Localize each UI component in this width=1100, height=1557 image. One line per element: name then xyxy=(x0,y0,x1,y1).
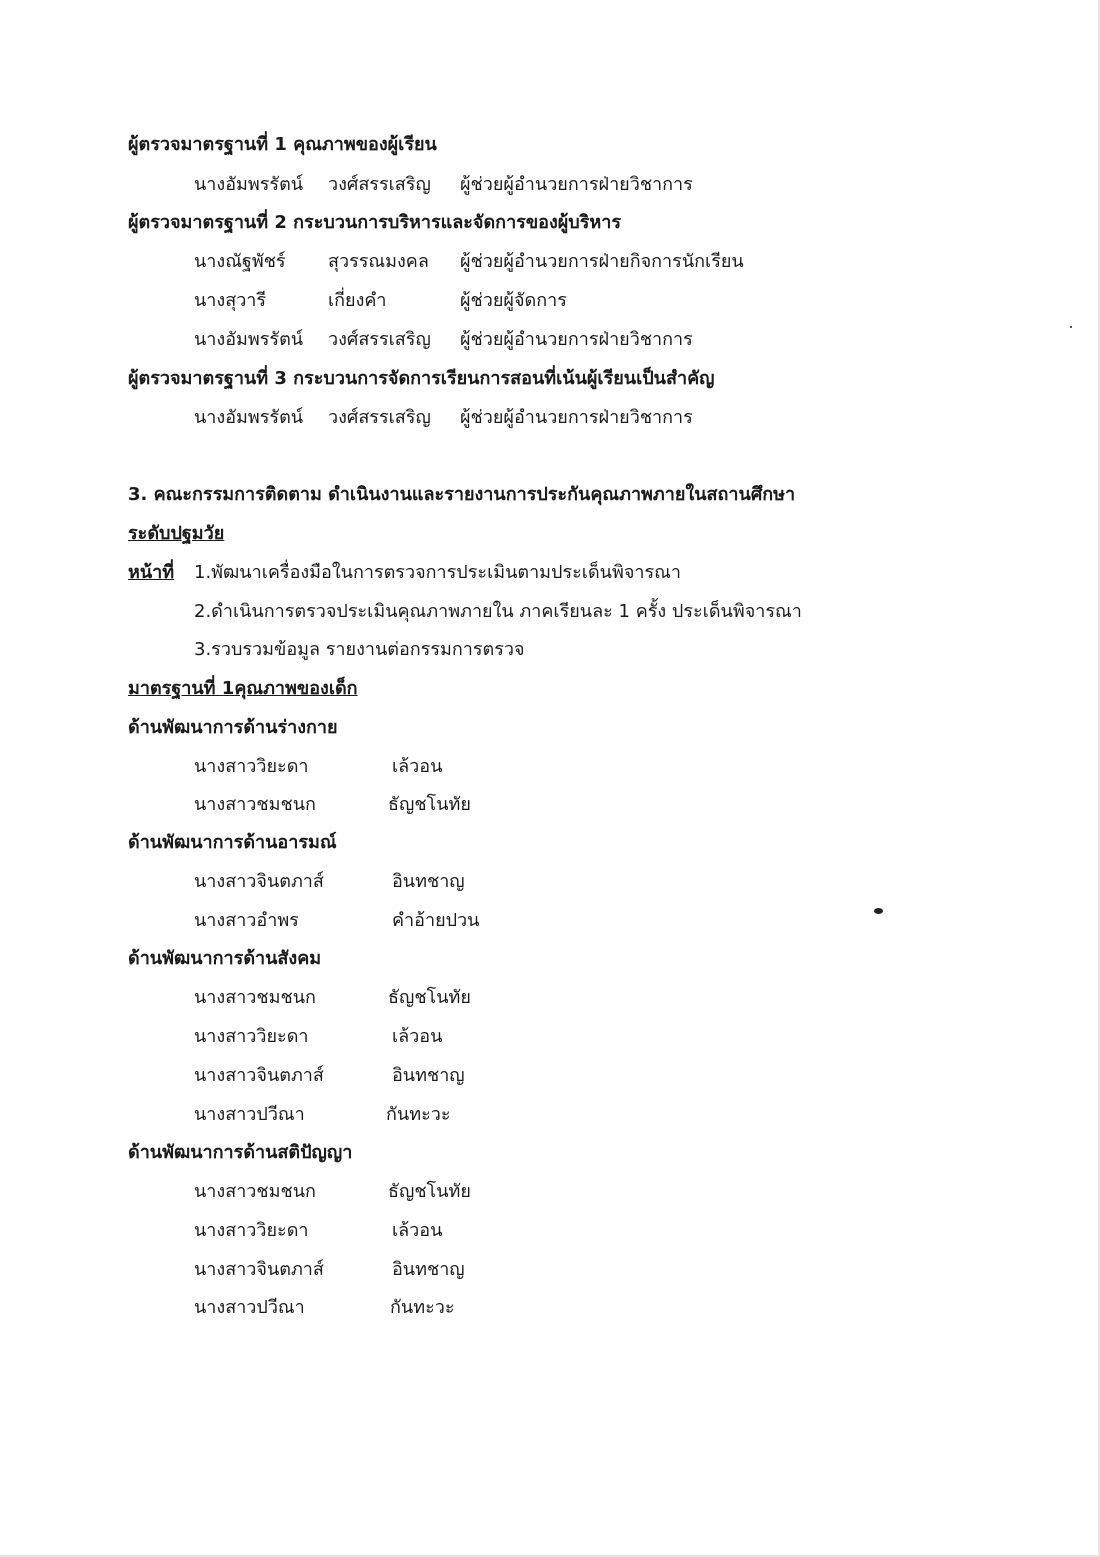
standard-heading: มาตรฐานที่ 1คุณภาพของเด็ก xyxy=(128,678,358,699)
examiner-role: ผู้ช่วยผู้อำนวยการฝ่ายกิจการนักเรียน xyxy=(460,251,744,272)
member-surname: เล้วอน xyxy=(392,756,443,777)
examiner-surname: วงศ์สรรเสริญ xyxy=(328,407,431,428)
member-name: นางสาวปวีณา xyxy=(194,1104,305,1125)
examiner-name: นางณัฐพัชร์ xyxy=(194,251,286,272)
member-name: นางสาวชมชนก xyxy=(194,794,316,815)
examiner-role: ผู้ช่วยผู้จัดการ xyxy=(460,290,567,311)
examiner-name: นางสุวารี xyxy=(194,290,267,311)
member-name: นางสาวชมชนก xyxy=(194,1181,316,1202)
physical-heading: ด้านพัฒนาการด้านร่างกาย xyxy=(128,717,338,738)
intellectual-heading: ด้านพัฒนาการด้านสติปัญญา xyxy=(128,1142,353,1163)
member-surname: ธัญชโนทัย xyxy=(388,987,471,1008)
scan-speck xyxy=(1070,326,1072,328)
examiner-name: นางอัมพรรัตน์ xyxy=(194,407,304,428)
member-surname: ธัญชโนทัย xyxy=(388,794,471,815)
member-name: นางสาวปวีณา xyxy=(194,1297,305,1318)
member-surname: เล้วอน xyxy=(392,1220,443,1241)
examiner-name: นางอัมพรรัตน์ xyxy=(194,174,304,195)
member-surname: กันทะวะ xyxy=(386,1104,451,1125)
examiner-surname: เกี่ยงคำ xyxy=(328,290,387,311)
member-surname: อินทชาญ xyxy=(392,1065,465,1086)
member-name: นางสาวจินตภาส์ xyxy=(194,871,324,892)
member-name: นางสาววิยะดา xyxy=(194,756,309,777)
examiner-role: ผู้ช่วยผู้อำนวยการฝ่ายวิชาการ xyxy=(460,407,693,428)
member-surname: อินทชาญ xyxy=(392,871,465,892)
duty-item: 2.ดำเนินการตรวจประเมินคุณภาพภายใน ภาคเรียนละ 1 ครั้ง ประเด็นพิจารณา xyxy=(194,601,802,622)
examiner-surname: สุวรรณมงคล xyxy=(328,251,429,272)
examiner-role: ผู้ช่วยผู้อำนวยการฝ่ายวิชาการ xyxy=(460,174,693,195)
emotional-heading: ด้านพัฒนาการด้านอารมณ์ xyxy=(128,832,337,853)
member-name: นางสาววิยะดา xyxy=(194,1220,309,1241)
standard-1-heading: ผู้ตรวจมาตรฐานที่ 1 คุณภาพของผู้เรียน xyxy=(128,134,437,155)
member-name: นางสาวชมชนก xyxy=(194,987,316,1008)
duty-label: หน้าที่ xyxy=(128,562,175,583)
examiner-role: ผู้ช่วยผู้อำนวยการฝ่ายวิชาการ xyxy=(460,329,693,350)
member-surname: อินทชาญ xyxy=(392,1259,465,1280)
section-3-title: 3. คณะกรรมการติดตาม ดำเนินงานและรายงานการประกันคุณภาพภายในสถานศึกษา xyxy=(128,484,796,505)
duty-item: 1.พัฒนาเครื่องมือในการตรวจการประเมินตามประเด็นพิจารณา xyxy=(194,562,681,583)
member-name: นางสาววิยะดา xyxy=(194,1026,309,1047)
member-name: นางสาวจินตภาส์ xyxy=(194,1259,324,1280)
social-heading: ด้านพัฒนาการด้านสังคม xyxy=(128,948,322,969)
duty-item: 3.รวบรวมข้อมูล รายงานต่อกรรมการตรวจ xyxy=(194,639,525,660)
member-surname: ธัญชโนทัย xyxy=(388,1181,471,1202)
member-name: นางสาวจินตภาส์ xyxy=(194,1065,324,1086)
member-surname: คำอ้ายปวน xyxy=(392,910,480,931)
member-name: นางสาวอำพร xyxy=(194,910,299,931)
scan-speck xyxy=(874,908,883,914)
standard-3-heading: ผู้ตรวจมาตรฐานที่ 3 กระบวนการจัดการเรียนการสอนที่เน้นผู้เรียนเป็นสำคัญ xyxy=(128,368,715,389)
member-surname: เล้วอน xyxy=(392,1026,443,1047)
examiner-surname: วงศ์สรรเสริญ xyxy=(328,329,431,350)
standard-2-heading: ผู้ตรวจมาตรฐานที่ 2 กระบวนการบริหารและจัดการของผู้บริหาร xyxy=(128,212,622,233)
member-surname: กันทะวะ xyxy=(390,1297,455,1318)
examiner-surname: วงศ์สรรเสริญ xyxy=(328,174,431,195)
level-label: ระดับปฐมวัย xyxy=(128,523,225,544)
examiner-name: นางอัมพรรัตน์ xyxy=(194,329,304,350)
